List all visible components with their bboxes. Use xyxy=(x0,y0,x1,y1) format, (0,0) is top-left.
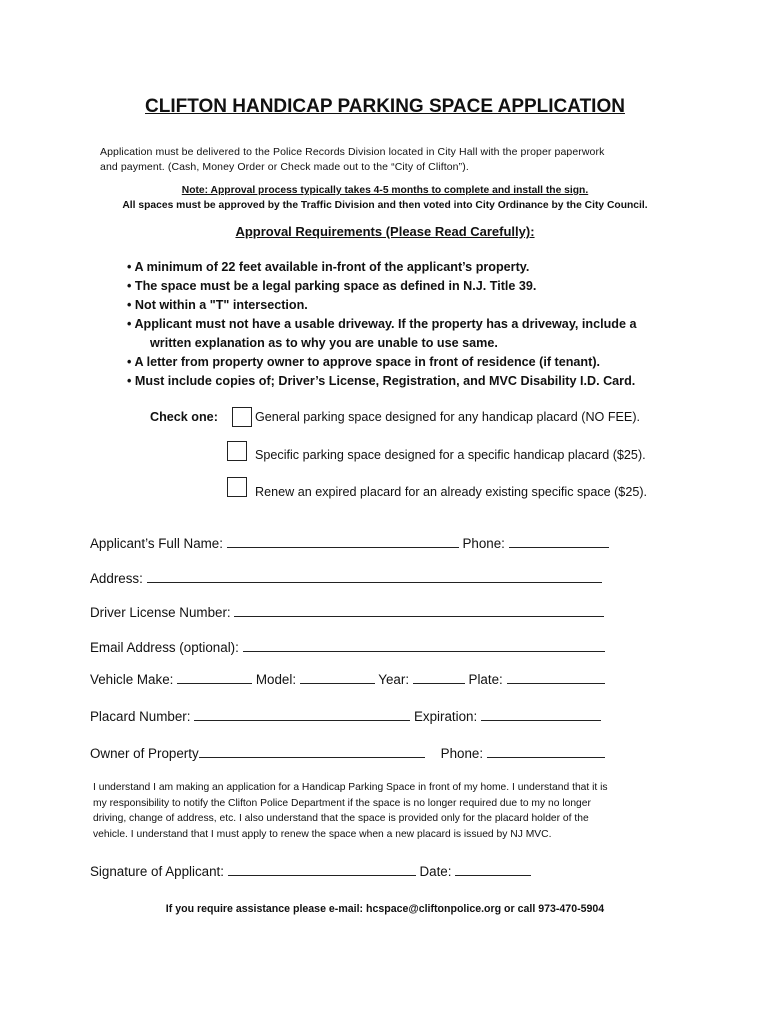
option-checkbox-renew[interactable] xyxy=(227,477,247,497)
requirements-heading: Approval Requirements (Please Read Carefully): xyxy=(235,224,535,239)
check-one-label: Check one: xyxy=(150,410,218,424)
signature-label: Signature of Applicant: xyxy=(90,864,224,879)
name-phone-row xyxy=(90,535,609,551)
owner-phone-label: Phone: xyxy=(440,746,484,761)
email-label: Email Address (optional): xyxy=(90,640,239,655)
model-label: Model: xyxy=(255,672,297,687)
intro-line: Application must be delivered to the Police Records Division located in City Hall with the proper paperwork xyxy=(100,146,605,158)
title-text: CLIFTON HANDICAP PARKING SPACE APPLICATION xyxy=(145,96,625,117)
expiration-field[interactable] xyxy=(481,708,601,721)
email-field[interactable] xyxy=(243,639,605,652)
owner-row xyxy=(90,745,605,761)
license-row xyxy=(90,604,604,620)
requirement-item-continued: written explanation as to why you are unable to use same. xyxy=(150,336,498,350)
requirement-item: • A letter from property owner to approve space in front of residence (if tenant). xyxy=(127,355,601,369)
requirement-item: • The space must be a legal parking space as defined in N.J. Title 39. xyxy=(127,279,537,293)
disclaimer-line: vehicle. I understand that I must apply to renew the space when a new placard is issued by NJ MVC. xyxy=(93,828,552,840)
make-field[interactable] xyxy=(177,671,252,684)
disclaimer-line: driving, change of address, etc. I also understand that the space is provided only for the placard holder of the xyxy=(93,813,589,824)
disclaimer-line: my responsibility to notify the Clifton Police Department if the space is no longer required due to my no longer xyxy=(93,797,591,809)
date-label: Date: xyxy=(419,864,452,879)
signature-field[interactable] xyxy=(228,863,416,876)
year-label: Year: xyxy=(378,672,410,687)
full-name-label: Applicant’s Full Name: xyxy=(90,536,223,551)
model-field[interactable] xyxy=(300,671,375,684)
disclaimer-line: I understand I am making an application for a Handicap Parking Space in front of my home. I understand that it is xyxy=(93,782,608,793)
expiration-label: Expiration: xyxy=(413,709,478,724)
year-field[interactable] xyxy=(413,671,465,684)
signature-row xyxy=(90,863,531,879)
owner-label: Owner of Property xyxy=(90,746,199,761)
placard-row xyxy=(90,708,601,724)
requirement-item: • Applicant must not have a usable driveway. If the property has a driveway, include a xyxy=(127,317,637,331)
placard-label: Placard Number: xyxy=(90,709,191,724)
vehicle-row xyxy=(90,671,605,687)
page-title xyxy=(0,96,770,118)
approval-process-note: All spaces must be approved by the Traffic Division and then voted into City Ordinance by the City Council. xyxy=(122,200,648,211)
plate-field[interactable] xyxy=(507,671,605,684)
disclaimer xyxy=(93,780,693,842)
requirement-item: • Must include copies of; Driver’s License, Registration, and MVC Disability I.D. Card. xyxy=(127,374,636,388)
license-field[interactable] xyxy=(234,604,604,617)
option-label-specific: Specific parking space designed for a specific handicap placard ($25). xyxy=(255,448,646,462)
owner-field[interactable] xyxy=(199,745,425,758)
owner-phone-field[interactable] xyxy=(487,745,605,758)
address-label: Address: xyxy=(90,571,143,586)
placard-field[interactable] xyxy=(194,708,410,721)
date-field[interactable] xyxy=(455,863,531,876)
email-row xyxy=(90,639,605,655)
assistance-footer: If you require assistance please e-mail: hcspace@cliftonpolice.org or call 973-470-5904 xyxy=(165,903,605,915)
license-label: Driver License Number: xyxy=(90,605,231,620)
option-checkbox-specific[interactable] xyxy=(227,441,247,461)
intro-line: and payment. (Cash, Money Order or Check made out to the “City of Clifton”). xyxy=(100,161,469,173)
phone-field[interactable] xyxy=(509,535,609,548)
option-label-renew: Renew an expired placard for an already existing specific space ($25). xyxy=(255,485,648,499)
phone-label: Phone: xyxy=(462,536,505,551)
address-field[interactable] xyxy=(147,570,602,583)
address-row xyxy=(90,570,602,586)
requirement-item: • A minimum of 22 feet available in-front of the applicant’s property. xyxy=(127,260,530,274)
option-label-general: General parking space designed for any handicap placard (NO FEE). xyxy=(255,410,641,424)
full-name-field[interactable] xyxy=(227,535,459,548)
plate-label: Plate: xyxy=(468,672,503,687)
requirement-item: • Not within a "T" intersection. xyxy=(127,298,308,312)
option-checkbox-general[interactable] xyxy=(232,407,252,427)
approval-time-note: Note: Approval process typically takes 4-5 months to complete and install the sign. xyxy=(181,185,589,196)
make-label: Vehicle Make: xyxy=(90,672,174,687)
